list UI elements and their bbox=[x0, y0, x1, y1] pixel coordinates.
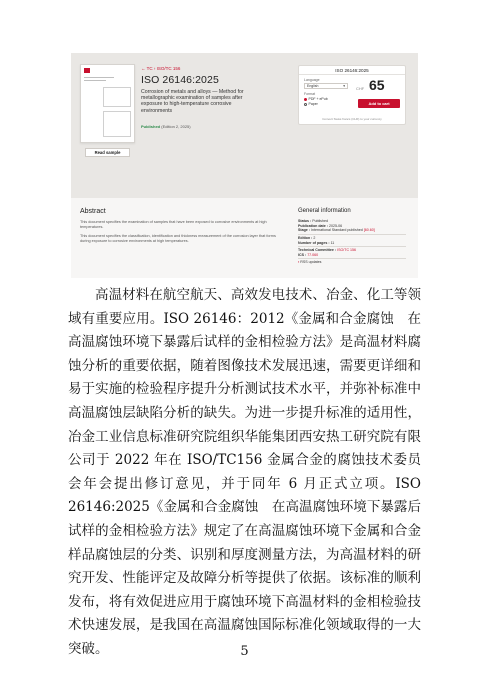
general-info-ics bbox=[298, 253, 318, 257]
rss-label: RSS updates bbox=[300, 260, 322, 264]
purchase-panel bbox=[298, 65, 406, 125]
format-option-pdf[interactable] bbox=[304, 97, 328, 101]
iso-page-screenshot bbox=[71, 53, 418, 278]
info-value: Published bbox=[312, 219, 328, 223]
abstract-heading: Abstract bbox=[80, 208, 106, 215]
cover-text-line bbox=[84, 77, 114, 78]
divider bbox=[298, 246, 406, 247]
chevron-down-icon: ▾ bbox=[343, 84, 345, 88]
published-edition: (Edition 2, 2025) bbox=[161, 124, 191, 129]
divider bbox=[298, 258, 406, 259]
add-to-cart-button[interactable]: Add to cart bbox=[358, 99, 400, 108]
info-label: ICS : bbox=[298, 252, 307, 257]
general-info-pages bbox=[298, 241, 334, 245]
language-label: Language bbox=[304, 78, 320, 82]
general-info-pubdate bbox=[298, 224, 342, 228]
iso-logo-icon bbox=[84, 68, 90, 73]
info-value: 11 bbox=[330, 240, 335, 245]
format-label: Format bbox=[304, 92, 316, 96]
info-label: Status : bbox=[298, 219, 312, 223]
cover-text-block bbox=[103, 111, 131, 137]
breadcrumb[interactable]: ← TC › ISO/TC 156 bbox=[141, 66, 181, 71]
general-info-edition bbox=[298, 236, 315, 240]
cover-text-block bbox=[103, 87, 131, 107]
price-value: 65 bbox=[369, 77, 385, 93]
currency-note-link[interactable]: Convert Swiss francs (CHF) to your currency bbox=[322, 117, 382, 121]
language-value: English bbox=[307, 84, 319, 88]
info-label: Publication date : bbox=[298, 223, 328, 228]
tc-link[interactable]: ISO/TC 156 bbox=[337, 248, 357, 252]
ics-link[interactable]: 77.060 bbox=[307, 252, 319, 257]
general-info-status bbox=[298, 219, 328, 223]
format-option-label: Paper bbox=[308, 102, 318, 106]
read-sample-button[interactable]: Read sample bbox=[85, 148, 130, 157]
radio-icon bbox=[304, 103, 307, 106]
body-paragraph: 高温材料在航空航天、高效发电技术、冶金、化工等领域有重要应用。ISO 26146：2012《金属和合金腐蚀 在高温腐蚀环境下暴露后试样的金相检验方法》是高温材料腐蚀分析的重要依据，随着图像技术发展迅速，需要更详细和易于实施的检验程序提升分析测试技术水平，并弥补标准中高温腐蚀层缺陷分析的缺失。为进一步提升标准的适用性，冶金工业信息标准研究院组织华能集团西安热工研究院有限公司于 2022 年在 ISO/TC156 金属合金的腐蚀技术委员会年会提出修订意见，并于同年 6 月正式立项。ISO 26146:2025《金属和合金腐蚀 在高温腐蚀环境下暴露后试样的金相检验方法》规定了在高温腐蚀环境下金属和合金样品腐蚀层的分类、识别和厚度测量方法，为高温材料的研究开发、性能评定及故障分析等提供了依据。该标准的顺利发布，将有效促进应用于腐蚀环境下高温材料的金相检验技术快速发展，是我国在高温腐蚀国际标准化领域取得的一大突破。 bbox=[68, 287, 421, 657]
info-value: 2 bbox=[313, 236, 316, 240]
rss-icon: ▪ bbox=[298, 260, 300, 264]
rss-updates-link[interactable] bbox=[298, 260, 321, 264]
info-label: Number of pages : bbox=[298, 240, 330, 245]
stage-code-link[interactable]: [60.60] bbox=[363, 228, 375, 232]
standard-cover-thumbnail[interactable] bbox=[80, 64, 135, 143]
abstract-paragraph: This document specifies the examination of samples that have been exposed to corrosive environments at high temperatures. bbox=[80, 220, 267, 229]
format-option-label: PDF + ePub bbox=[308, 97, 328, 101]
radio-selected-icon bbox=[304, 98, 307, 101]
general-info-stage bbox=[298, 228, 375, 232]
published-status bbox=[141, 124, 191, 129]
page-number: 5 bbox=[240, 644, 249, 659]
info-value: International Standard published bbox=[310, 228, 363, 232]
published-label: Published bbox=[141, 124, 161, 129]
general-info-heading: General information bbox=[298, 208, 351, 214]
info-value: 2025-06 bbox=[328, 223, 343, 228]
standard-description: Corrosion of metals and alloys — Method for metallographic examination of samples after exposure to high-temperature corrosive environments bbox=[141, 89, 244, 114]
divider bbox=[298, 234, 406, 235]
info-label: Stage : bbox=[298, 228, 310, 232]
general-info-tc bbox=[298, 248, 356, 252]
info-label: Technical Committee : bbox=[298, 248, 337, 252]
info-label: Edition : bbox=[298, 236, 313, 240]
abstract-paragraph: This document specifies the classification, identification and thickness measurement of the corrosion layer that forms during exposure to corrosive environments at high temperatures. bbox=[80, 234, 276, 243]
format-option-paper[interactable] bbox=[304, 102, 318, 106]
language-select[interactable] bbox=[304, 83, 348, 89]
purchase-panel-title: ISO 26146:2025 bbox=[299, 66, 405, 75]
standard-title: ISO 26146:2025 bbox=[141, 74, 219, 86]
cover-text-line bbox=[84, 80, 106, 81]
price-currency: CHF bbox=[356, 86, 365, 91]
